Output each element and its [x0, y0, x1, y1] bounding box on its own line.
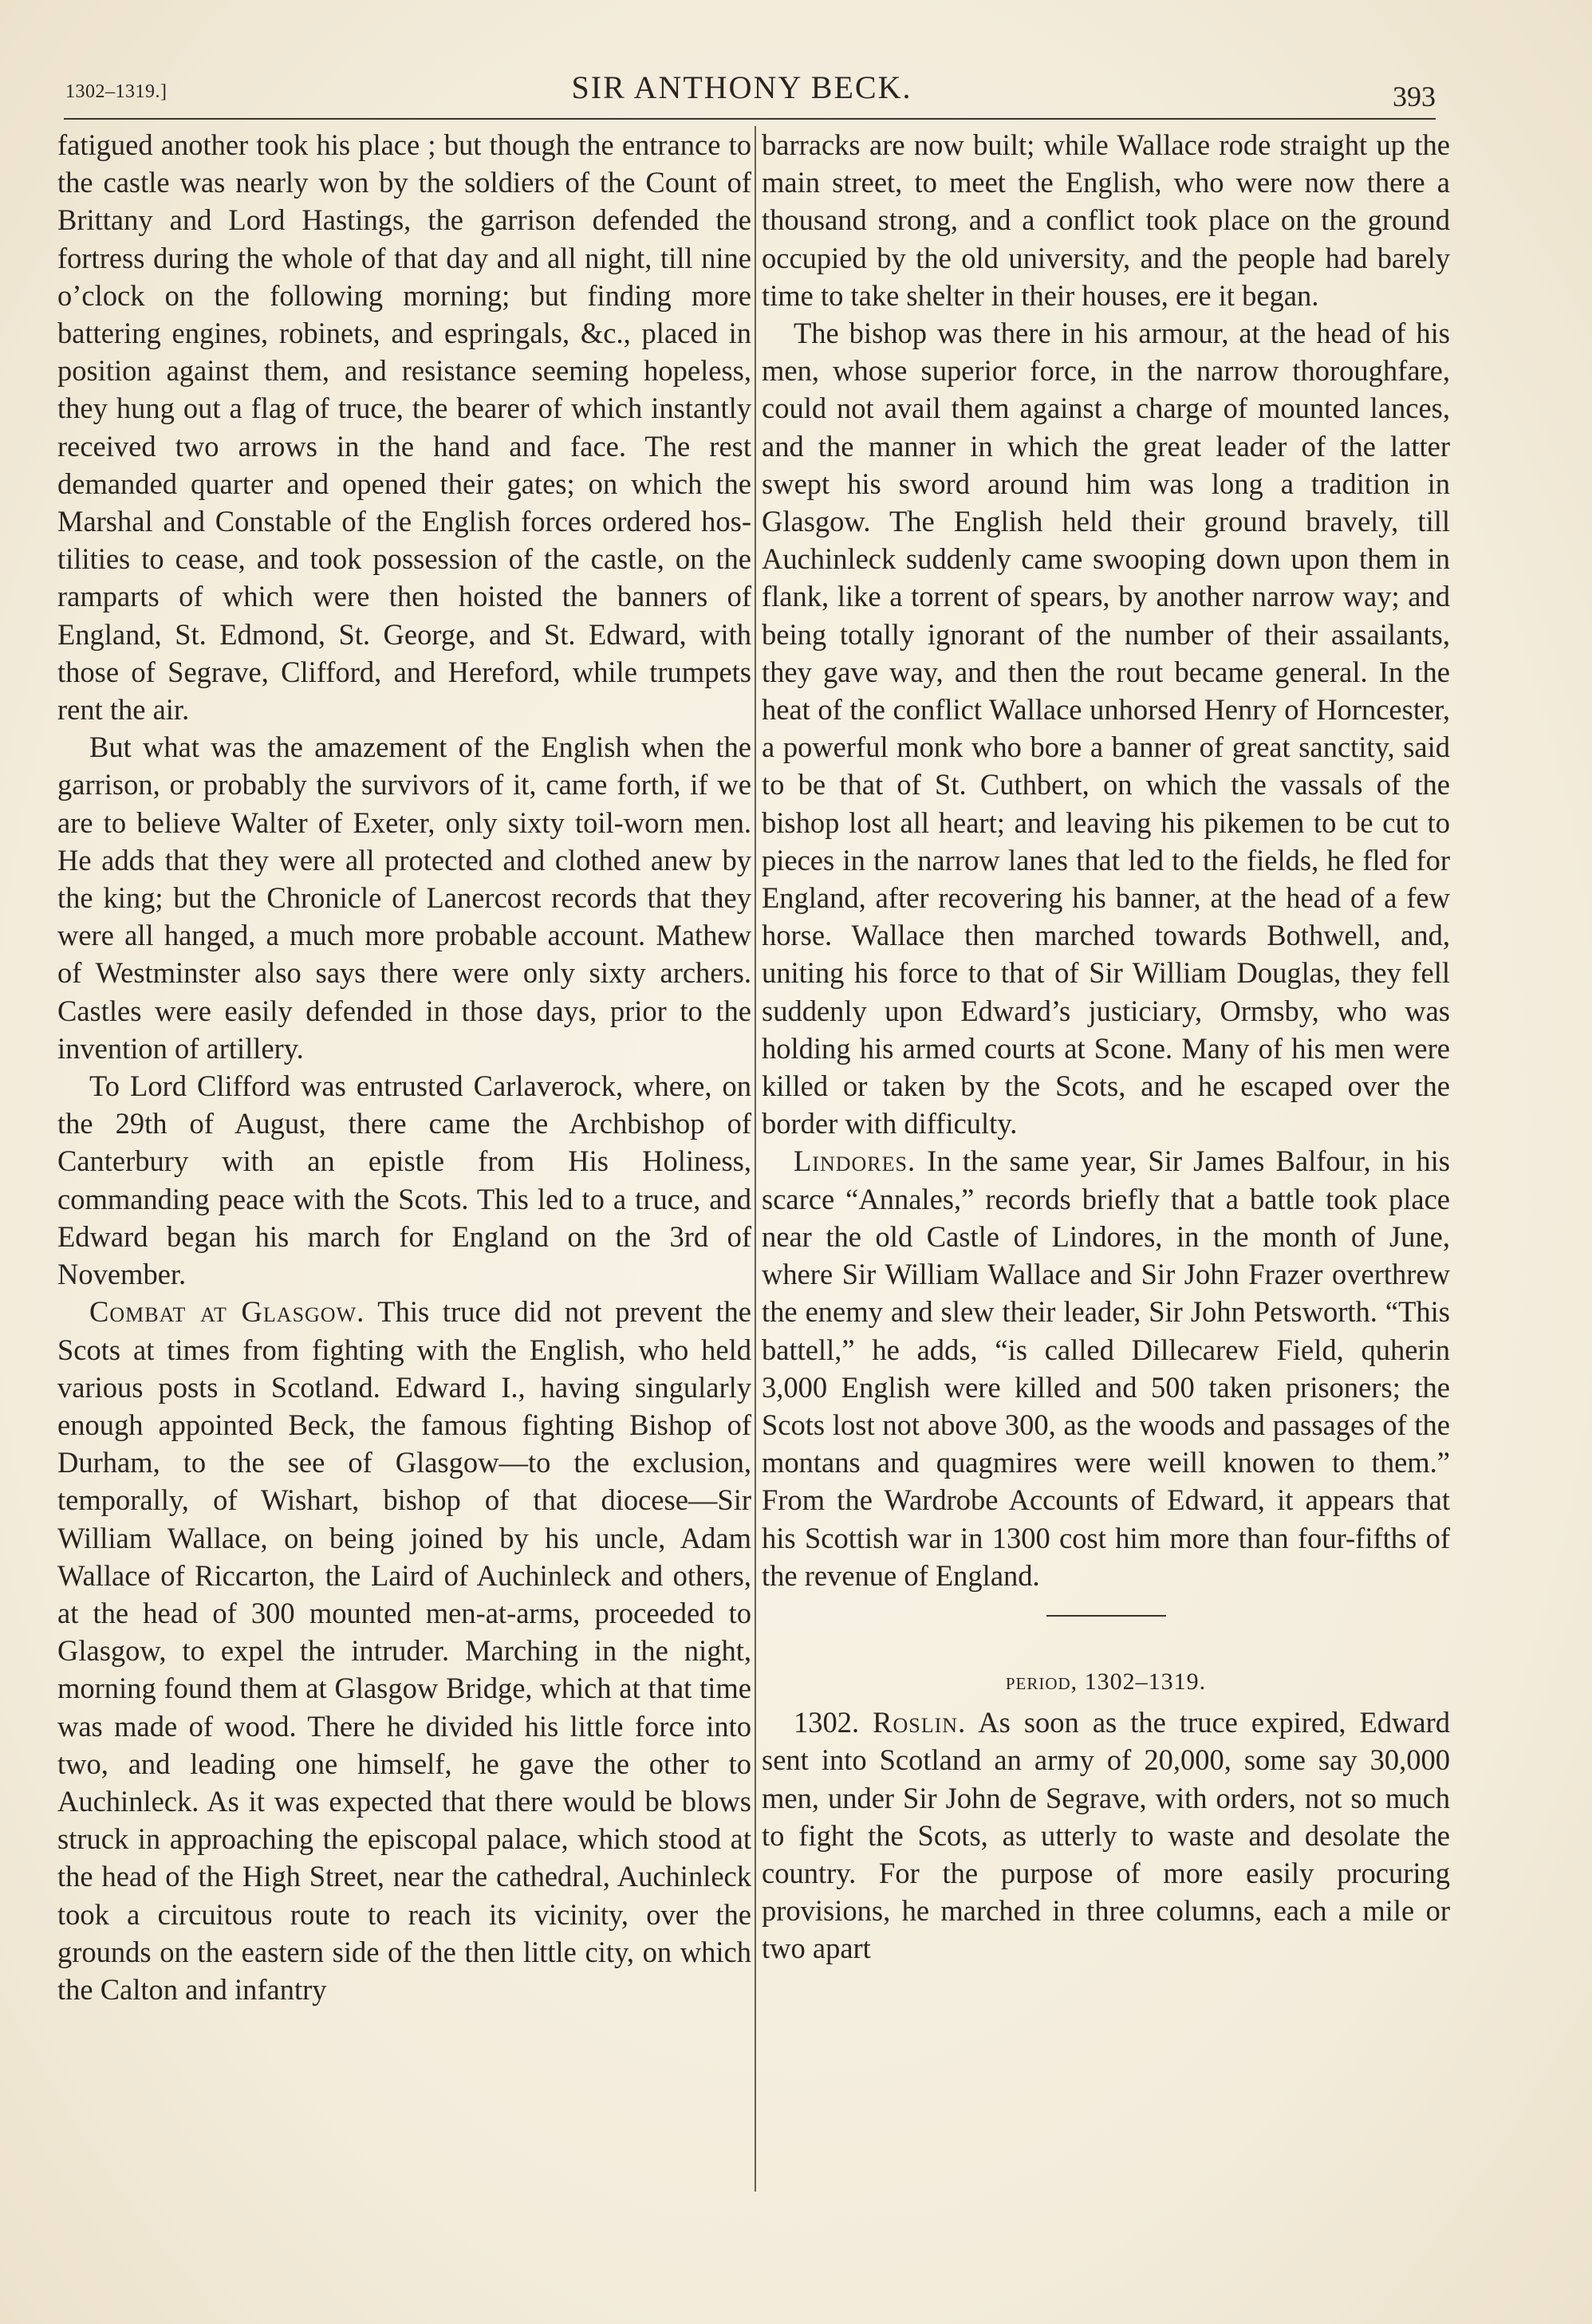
paragraph-garrison-surrender: But what was the amazement of the English when the garrison, or probably the survivors of it, came forth, if we are to believe Walter of Exeter, only sixty toil-worn men. He adds that they were all protected and clothed anew by the king; but the Chronicle of Lanercost records that they were all hanged, a much more probable account. Mathew of Westminster also says there were only sixty archers. Castles were easily defended in those days, prior to the invention of artillery. — [57, 731, 751, 1065]
right-column — [762, 126, 1450, 1968]
paragraph-roslin — [762, 1704, 1450, 1967]
running-date-range: 1302–1319.] — [65, 81, 167, 102]
left-column — [57, 126, 751, 2008]
roslin-year: 1302. — [794, 1706, 860, 1739]
header-rule — [64, 118, 1436, 120]
section-heading-combat-at-glasgow: Combat at Glasgow. — [89, 1295, 365, 1329]
lindores-text: In the same year, Sir James Balfour, in his scarce “Annales,” records briefly that a battle took place near the old Castle of Lindores, in the month of June, where Sir William Wallace and Sir John Frazer overthrew the enemy and slew their leader, Sir John Petsworth. “This battell,” he adds, “is called Dillecarew Field, quherin 3,000 English were killed and 500 taken prisoners; the Scots lost not above 300, as the woods and passages of the montans and quagmires were weill knowen to them.” From the Wardrobe Accounts of Edward, it appears that his Scottish war in 1300 cost him more than four-fifths of the revenue of England. — [762, 1144, 1450, 1592]
paragraph-combat-at-glasgow — [57, 1293, 751, 2008]
roslin-text: As soon as the truce expired, Edward sent into Scotland an army of 20,000, some say 30,000 men, under Sir John de Segrave, with orders, not so much to fight the Scots, as utterly to waste and desolate the country. For the purpose of more easily procuring provisions, he marched in three columns, each a mile or two apart — [762, 1706, 1451, 1965]
section-heading-roslin: Roslin. — [873, 1706, 967, 1739]
paragraph-bishop-armour: The bishop was there in his armour, at the head of his men, whose superior force, in the narrow thoroughfare, could not avail them against a charge of mounted lances, and the manner in which the great leader of the latter swept his sword around him was long a tradition in Glasgow. The English held their ground bravely, till Auchinleck suddenly came swooping down upon them in flank, like a torrent of spears, by another narrow way; and being totally ignorant of the number of their assailants, they gave way, and then the rout became general. In the heat of the conflict Wallace unhorsed Henry of Horncester, a powerful monk who bore a banner of great sanctity, said to be that of St. Cuthbert, on which the vassals of the bishop lost all heart; and leaving his pikemen to be cut to pieces in the narrow lanes that led to the fields, he fled for England, after recovering his banner, at the head of a few horse. Wallace then marched towards Bothwell, and, uniting his force to that of Sir William Douglas, they fell suddenly upon Edward’s justiciary, Ormsby, who was holding his armed courts at Scone. Many of his men were killed or taken by the Scots, and he escaped over the border with difficulty. — [762, 317, 1450, 1140]
section-heading-lindores: Lindores. — [794, 1144, 916, 1178]
section-divider — [1046, 1615, 1166, 1617]
column-divider — [755, 126, 756, 2192]
paragraph-barracks: barracks are now built; while Wallace rode straight up the main street, to meet the English, who were now there a thousand strong, and a conflict took place on the ground occupied by the old university, and the people had barely time to take shelter in their houses, ere it began. — [762, 128, 1450, 312]
paragraph-siege-continued: fatigued another took his place ; but though the entrance to the castle was nearly won by the soldiers of the Count of Brittany and Lord Hastings, the garrison defended the fortress during the whole of that day and all night, till nine o’clock on the following morning; but finding more battering engines, robinets, and espringals, &c., placed in position against them, and resistance seeming hopeless, they hung out a flag of truce, the bearer of which instantly received two arrows in the hand and face. The rest demanded quarter and opened their gates; on which the Marshal and Constable of the English forces ordered hostilities to cease, and took possession of the castle, on the ramparts of which were then hoisted the banners of England, St. Edmond, St. George, and St. Edward, with those of Segrave, Clifford, and Hereford, while trumpets rent the air. — [57, 128, 751, 727]
paragraph-truce: To Lord Clifford was entrusted Carlaverock, where, on the 29th of August, there came the Archbishop of Canterbury with an epistle from His Holiness, commanding peace with the Scots. This led to a truce, and Edward began his march for England on the 3rd of November. — [57, 1069, 751, 1291]
running-header — [56, 64, 1436, 112]
combat-text: This truce did not prevent the Scots at times from fighting with the English, who held various posts in Scotland. Edward I., having singularly enough appointed Beck, the famous fighting Bishop of Durham, to the see of Glasgow—to the exclusion, temporally, of Wishart, bishop of that diocese—Sir William Wallace, on being joined by his uncle, Adam Wallace of Riccarton, the Laird of Auchinleck and others, at the head of 300 mounted men-at-arms, proceeded to Glasgow, to expel the intruder. Marching in the night, morning found them at Glasgow Bridge, which at that time was made of wood. There he divided his little force into two, and leading one himself, he gave the other to Auchinleck. As it was expected that there would be blows struck in approaching the episcopal palace, which stood at the head of the High Street, near the cathedral, Auchinleck took a circuitous route to reach its vicinity, over the grounds on the eastern side of the then little city, on which the Calton and infantry — [57, 1295, 751, 2006]
paragraph-lindores — [762, 1142, 1450, 1593]
running-title: SIR ANTHONY BECK. — [571, 69, 912, 105]
page-number: 393 — [1393, 81, 1436, 112]
period-heading: period, 1302–1319. — [1005, 1668, 1207, 1695]
